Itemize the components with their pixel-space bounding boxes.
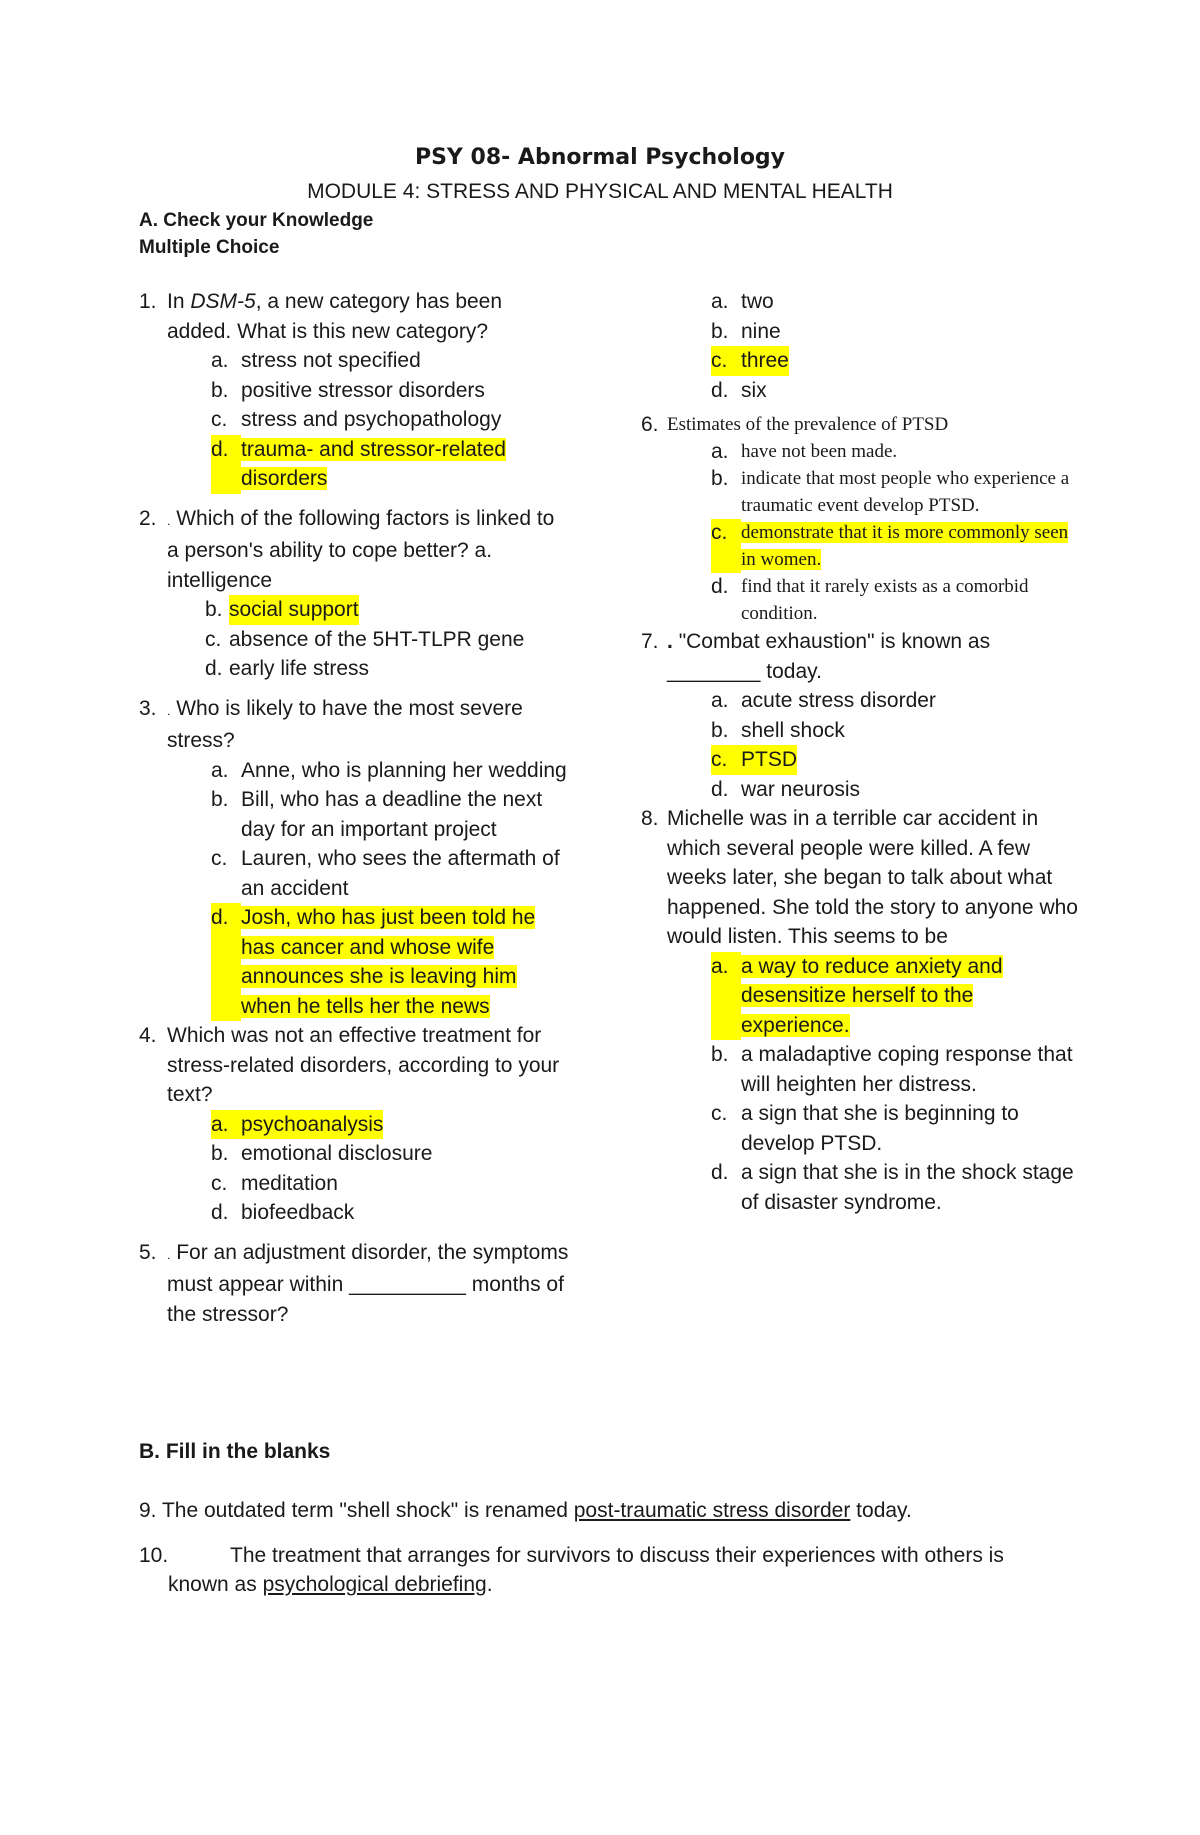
question-number: 10.: [139, 1544, 169, 1567]
option-correct: a. psychoanalysis: [211, 1110, 569, 1140]
option-correct: b. social support: [205, 595, 569, 625]
question-text: Which was not an effective treatment for stress-related disorders, according to your text?: [167, 1024, 560, 1106]
question-number: 8.: [641, 807, 659, 830]
question-2: [139, 504, 569, 684]
option: d. six: [711, 378, 767, 402]
question-number: 7.: [641, 630, 659, 653]
option-correct: c. three: [711, 346, 1081, 376]
option-correct: d. trauma- and stressor-related disorders: [211, 435, 569, 494]
question-4: [139, 1021, 569, 1228]
option: c. absence of the 5HT-TLPR gene: [205, 627, 525, 651]
page-subtitle: MODULE 4: STRESS AND PHYSICAL AND MENTAL HEALTH: [307, 180, 893, 203]
section-a-subheading: Multiple Choice: [139, 237, 280, 258]
option: a. acute stress disorder: [711, 689, 936, 712]
option: d. early life stress: [205, 657, 370, 680]
question-number: 5.: [139, 1240, 157, 1264]
answer-underlined: post-traumatic stress disorder: [573, 1499, 851, 1522]
option-correct: a. a way to reduce anxiety and desensitize herself to the experience.: [711, 952, 1081, 1041]
section-b-heading: B. Fill in the blanks: [139, 1440, 331, 1463]
question-7: [641, 627, 1081, 804]
question-text: . Which of the following factors is linked to a person's ability to cope better? a. intelligence: [167, 506, 555, 592]
question-number: 4.: [139, 1024, 157, 1047]
question-text: . Who is likely to have the most severe stress?: [167, 696, 523, 752]
option: d. find that it rarely exists as a comorbid condition.: [711, 575, 1029, 624]
option: b. indicate that most people who experience a traumatic event develop PTSD.: [711, 467, 1070, 516]
option: a. two: [711, 290, 774, 313]
option-correct: d. Josh, who has just been told he has cancer and whose wife announces she is leaving him when he tells her the news: [211, 903, 569, 1021]
option: d. war neurosis: [711, 777, 861, 801]
question-3: [139, 694, 569, 1022]
question-number: 1.: [139, 290, 157, 313]
option: d. biofeedback: [211, 1201, 355, 1224]
right-column: [641, 287, 1081, 1217]
option: a. stress not specified: [211, 349, 421, 372]
option: c. a sign that she is beginning to develop PTSD.: [711, 1102, 1019, 1155]
option: b. nine: [711, 319, 781, 343]
question-text: Estimates of the prevalence of PTSD: [667, 414, 949, 435]
question-6: [641, 411, 1081, 627]
option: c. meditation: [211, 1171, 338, 1195]
option: a. Anne, who is planning her wedding: [211, 758, 567, 782]
question-1: [139, 287, 569, 494]
question-9: 9. The outdated term "shell shock" is renamed post-traumatic stress disorder today.: [139, 1499, 912, 1522]
question-text: Michelle was in a terrible car accident in which several people were killed. A few weeks later, she began to talk about what happened. She told the story to anyone who would listen. This seems to be: [667, 807, 1078, 948]
question-5: [139, 1238, 569, 1330]
question-number: 2.: [139, 506, 157, 530]
question-number: 3.: [139, 696, 157, 720]
option: a. have not been made.: [711, 440, 898, 463]
question-8: [641, 804, 1081, 1217]
option: c. stress and psychopathology: [211, 408, 502, 431]
option-correct: c. PTSD: [711, 745, 1081, 775]
question-number: 6.: [641, 413, 659, 436]
option: b. Bill, who has a deadline the next day for an important project: [211, 788, 543, 841]
section-a-heading: A. Check your Knowledge: [139, 210, 374, 231]
option: b. emotional disclosure: [211, 1142, 433, 1165]
option: b. positive stressor disorders: [211, 378, 485, 402]
page-title: PSY 08- Abnormal Psychology: [414, 145, 786, 170]
option-correct: c. demonstrate that it is more commonly seen in women.: [711, 519, 1081, 573]
option: b. shell shock: [711, 718, 845, 742]
option: d. a sign that she is in the shock stage of disaster syndrome.: [711, 1161, 1074, 1214]
question-text: . For an adjustment disorder, the symptoms must appear within __________ months of the stressor?: [167, 1240, 569, 1326]
left-column: [139, 287, 569, 1329]
question-5-options: [641, 287, 1081, 405]
question-10-text: The treatment that arranges for survivors to discuss their experiences with others is known as psychological debriefing.: [168, 1544, 1004, 1596]
option: c. Lauren, who sees the aftermath of an accident: [211, 847, 560, 900]
question-text: In DSM-5, a new category has been added. What is this new category?: [167, 290, 503, 343]
question-text: . "Combat exhaustion" is known as ________ today.: [667, 630, 991, 683]
option: b. a maladaptive coping response that will heighten her distress.: [711, 1043, 1073, 1096]
answer-underlined: psychological debriefing: [262, 1573, 487, 1596]
